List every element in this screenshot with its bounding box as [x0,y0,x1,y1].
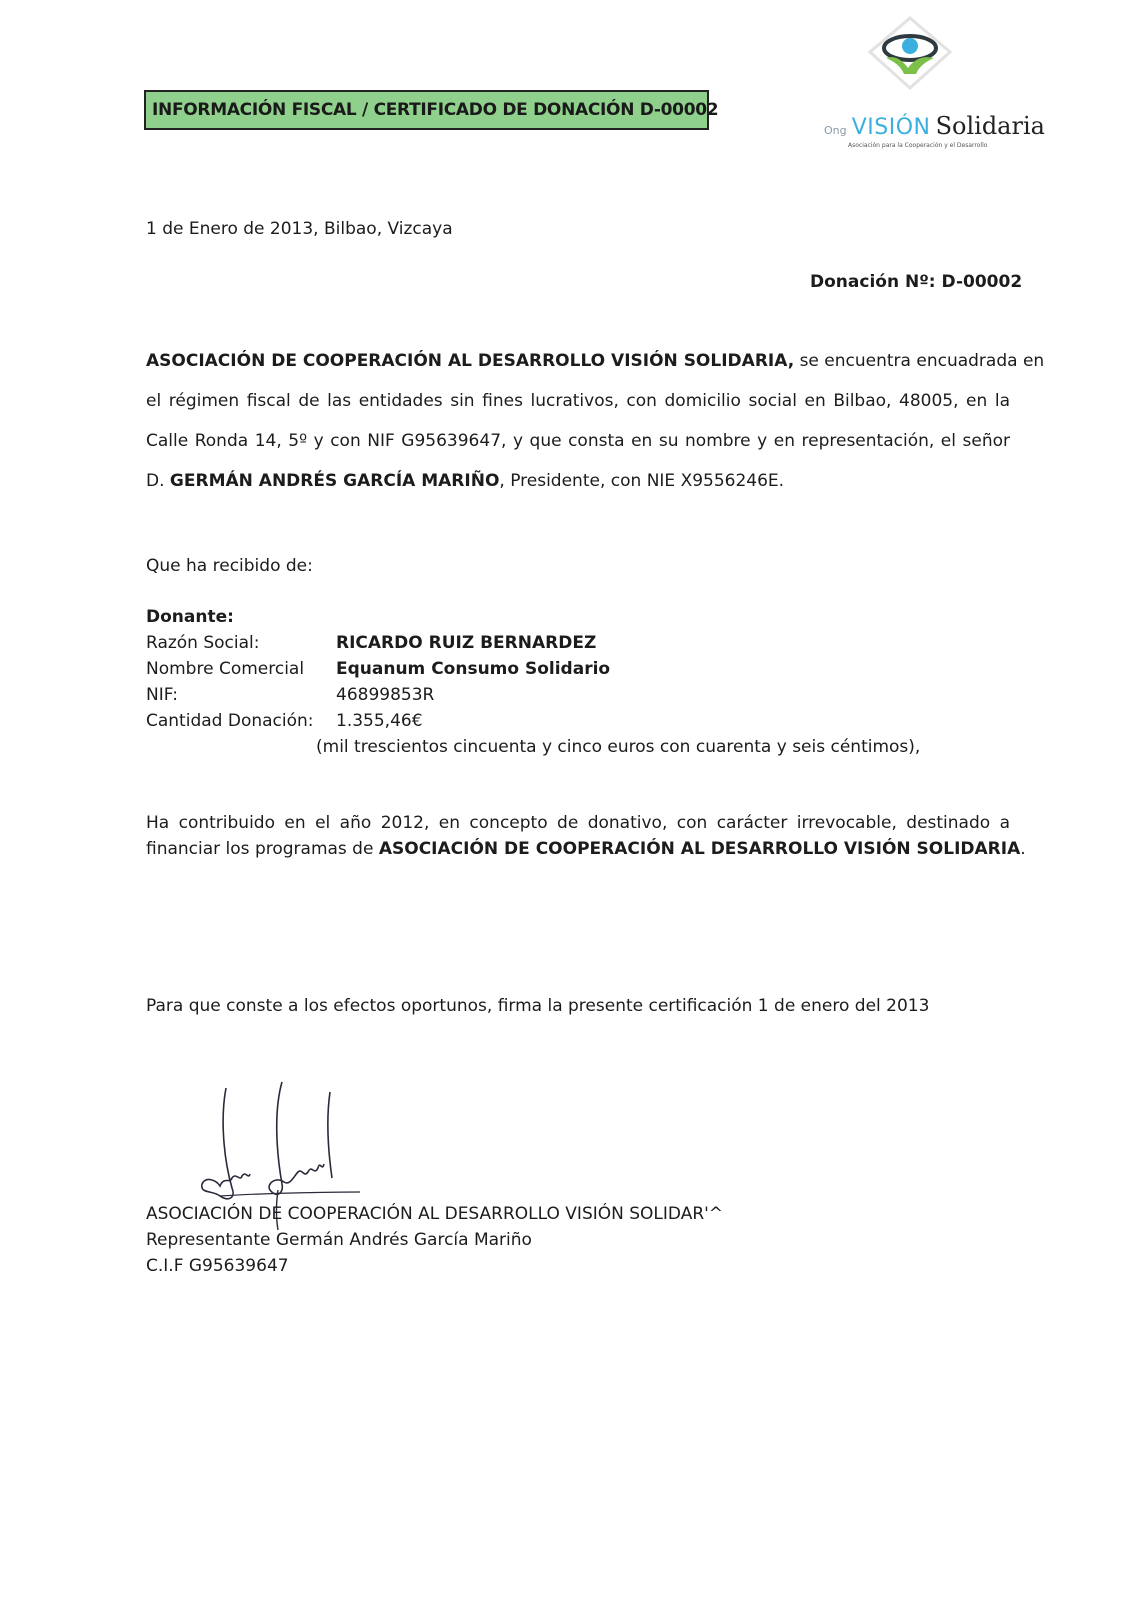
contribution-line-2: financiar los programas de ASOCIACIÓN DE COOPERACIÓN AL DESARROLLO VISIÓN SOLIDARIA. [146,839,1026,859]
president-name: GERMÁN ANDRÉS GARCÍA MARIÑO [169,471,500,491]
signature-representative: Representante Germán Andrés García Mariño [146,1230,532,1250]
letter-date: 1 de Enero de 2013, Bilbao, Vizcaya [146,219,453,239]
logo-wordmark: Ong VISIÓN Solidaria [824,112,1045,140]
body-line-1: ASOCIACIÓN DE COOPERACIÓN AL DESARROLLO VISIÓN SOLIDARIA, se encuentra encuadrada en [146,351,1045,371]
donation-number: Donación Nº: D-00002 [810,272,1023,292]
signature-org: ASOCIACIÓN DE COOPERACIÓN AL DESARROLLO VISIÓN SOLIDAR'^ [146,1204,724,1224]
donor-label-cantidad: Cantidad Donación: [146,711,314,731]
amount-in-words: (mil trescientos cincuenta y cinco euros con cuarenta y seis céntimos), [316,737,921,757]
signature-cif: C.I.F G95639647 [146,1256,289,1276]
donor-value-razon-social: RICARDO RUIZ BERNARDEZ [336,633,597,653]
body-line-3: Calle Ronda 14, 5º y con NIF G95639647, y que consta en su nombre y en representación, el señor [146,431,1010,451]
logo-tagline: Asociación para la Cooperación y el Desarrollo [848,142,988,149]
body-line-4: D. GERMÁN ANDRÉS GARCÍA MARIÑO, Presidente, con NIE X9556246E. [146,471,785,491]
donor-value-cantidad: 1.355,46€ [336,711,423,731]
donor-label-nombre-comercial: Nombre Comercial [146,659,305,679]
donor-label-razon-social: Razón Social: [146,633,260,653]
org-name: ASOCIACIÓN DE COOPERACIÓN AL DESARROLLO VISIÓN SOLIDARIA, [146,351,795,371]
contribution-line-1: Ha contribuido en el año 2012, en concepto de donativo, con carácter irrevocable, destinado a [146,813,1010,833]
donor-heading: Donante: [146,607,234,627]
certificate-title: INFORMACIÓN FISCAL / CERTIFICADO DE DONACIÓN D-00002 [144,90,709,130]
body-line-2: el régimen fiscal de las entidades sin fines lucrativos, con domicilio social en Bilbao, 48005, en la [146,391,1010,411]
received-from: Que ha recibido de: [146,556,313,576]
closing-statement: Para que conste a los efectos oportunos, firma la presente certificación 1 de enero del 2013 [146,996,930,1016]
donor-value-nif: 46899853R [336,685,435,705]
donor-value-nombre-comercial: Equanum Consumo Solidario [336,659,611,679]
donor-label-nif: NIF: [146,685,178,705]
